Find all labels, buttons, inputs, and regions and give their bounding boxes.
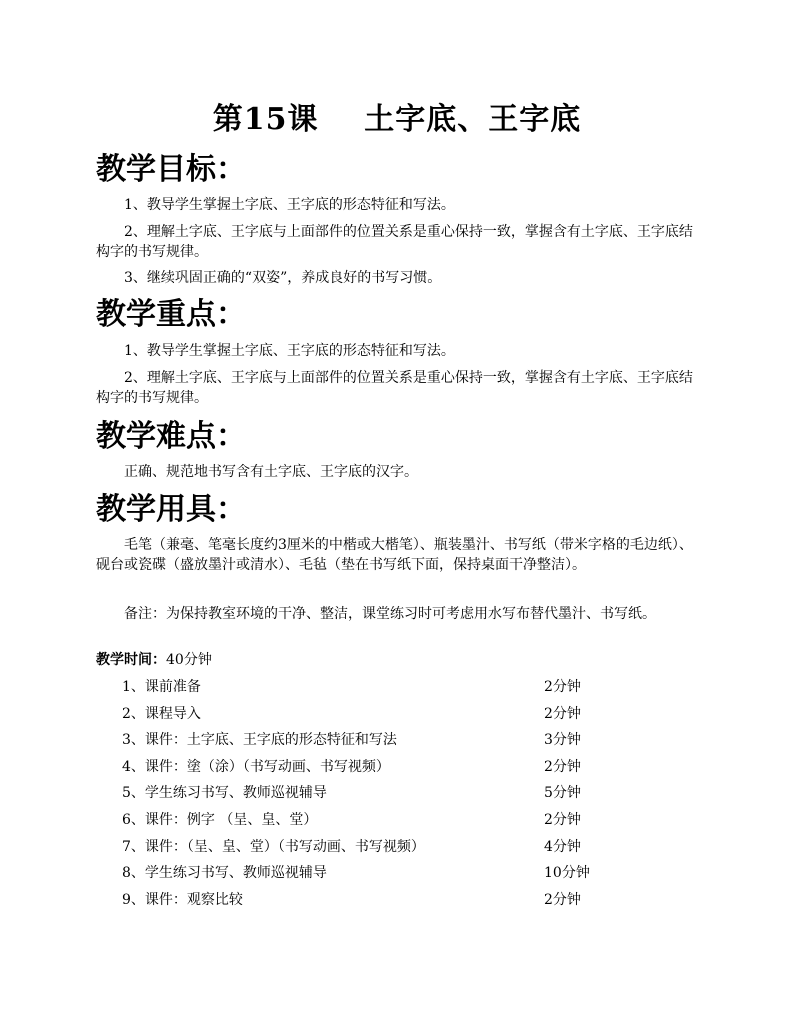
schedule-duration: 2分钟 [544,891,581,908]
schedule-item: 8、学生练习书写、教师巡视辅导 [122,865,327,882]
schedule-item: 3、课件：土字底、王字底的形态特征和写法 [122,732,397,749]
schedule-item: 2、课程导入 [122,705,201,722]
schedule-item: 5、学生练习书写、教师巡视辅导 [122,785,327,802]
key-point-item-2: 2、理解土字底、王字底与上面部件的位置关系是重心保持一致，掌握含有土字底、王字底结构字的书写规律。 [96,370,693,406]
schedule-row [122,704,642,731]
tools-heading: 教学用具： [96,492,246,527]
schedule-row [122,837,642,864]
tools-item-1: 毛笔（兼毫、笔毫长度约3厘米的中楷或大楷笔）、瓶装墨汁、书写纸（带米字格的毛边纸）、砚台或瓷碟（盛放墨汁或清水）、毛毡（垫在书写纸下面，保持桌面干净整洁）。 [96,537,693,573]
schedule-duration: 10分钟 [544,865,590,882]
schedule-row [122,890,642,917]
schedule-item: 9、课件：观察比较 [122,891,243,908]
tools-note: 备注：为保持教室环境的干净、整洁，课堂练习时可考虑用水写布替代墨汁、书写纸。 [124,606,656,622]
teaching-time-label: 教学时间： [96,652,166,668]
schedule-item: 4、课件：塗（涂）（书写动画、书写视频） [122,758,390,775]
schedule-duration: 5分钟 [544,785,581,802]
key-point-item-1: 1、教导学生掌握土字底、王字底的形态特征和写法。 [124,343,455,359]
key-points-heading: 教学重点： [96,297,246,332]
schedule-item: 6、课件：例字 （呈、皇、堂） [122,811,318,828]
objective-item-1: 1、教导学生掌握土字底、王字底的形态特征和写法。 [124,197,455,213]
schedule-row [122,757,642,784]
schedule-row [122,730,642,757]
objectives-heading: 教学目标： [96,152,246,187]
schedule-row [122,677,642,704]
lesson-title: 第15课 土字底、王字底 [212,102,582,137]
schedule-duration: 2分钟 [544,758,581,775]
schedule-duration: 3分钟 [544,732,581,749]
difficulties-heading: 教学难点： [96,419,246,454]
schedule-row [122,863,642,890]
schedule-item: 1、课前准备 [122,679,201,695]
objective-item-2: 2、理解土字底、王字底与上面部件的位置关系是重心保持一致，掌握含有土字底、王字底结构字的书写规律。 [96,224,693,260]
schedule-list [122,677,642,916]
schedule-duration: 2分钟 [544,679,581,695]
schedule-row [122,783,642,810]
teaching-time [96,650,212,670]
teaching-time-value: 40分钟 [166,652,212,668]
objective-item-3: 3、继续巩固正确的“双姿”，养成良好的书写习惯。 [124,270,442,286]
schedule-duration: 4分钟 [544,838,581,855]
difficulty-item-1: 正确、规范地书写含有土字底、王字底的汉字。 [124,464,418,480]
schedule-duration: 2分钟 [544,811,581,828]
schedule-item: 7、课件：（呈、皇、堂）（书写动画、书写视频） [122,838,425,855]
schedule-duration: 2分钟 [544,705,581,722]
schedule-row [122,810,642,837]
